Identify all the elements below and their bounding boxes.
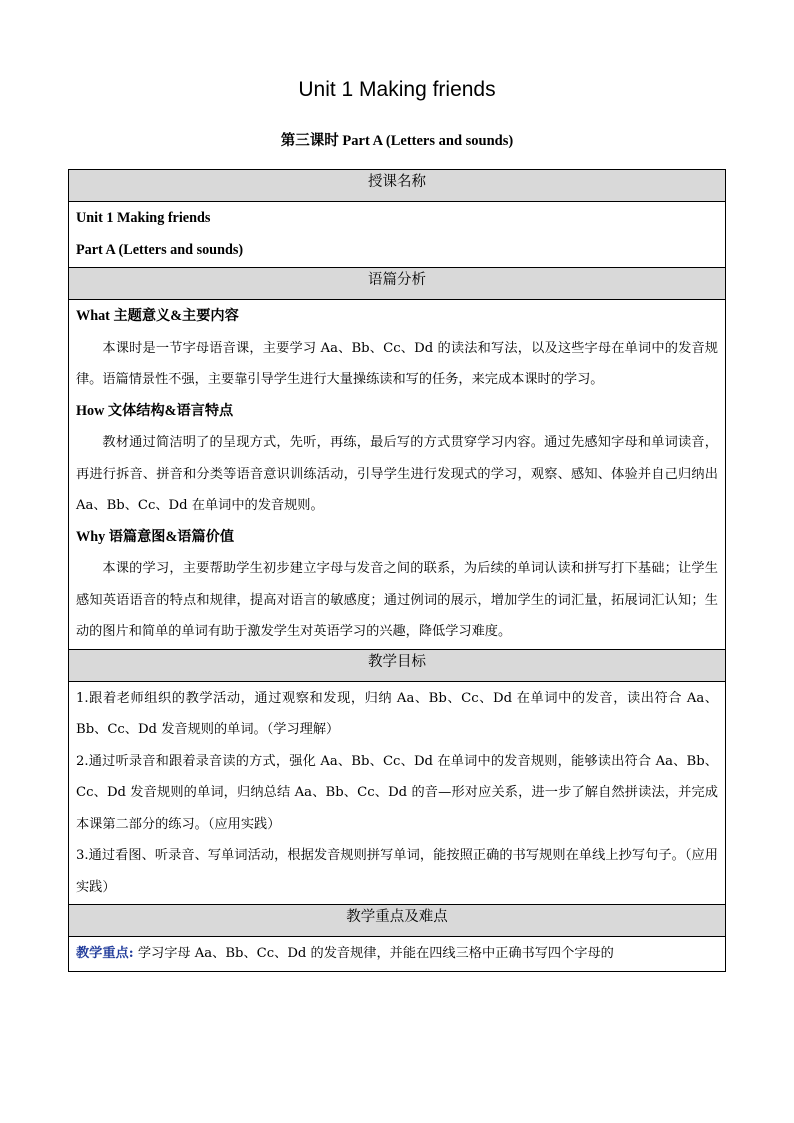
course-name-cell: [69, 202, 726, 268]
analysis-cell: [69, 300, 726, 650]
course-unit-line: Unit 1 Making friends: [76, 210, 211, 226]
course-part-line: Part A (Letters and sounds): [76, 241, 244, 258]
key-points-cell: [69, 937, 726, 972]
objective-item: 1.跟着老师组织的教学活动，通过观察和发现，归纳 Aa、Bb、Cc、Dd 在单词中的发音，读出符合 Aa、Bb、Cc、Dd 发音规则的单词。（学习理解）: [76, 690, 718, 737]
what-heading: What 主题意义&主要内容: [76, 308, 239, 324]
section-header-course-name: 授课名称: [69, 170, 726, 202]
key-points-line: [76, 938, 718, 970]
section-header-analysis: 语篇分析: [69, 268, 726, 300]
why-heading: Why 语篇意图&语篇价值: [76, 528, 235, 545]
objective-item: 3.通过看图、听录音、写单词活动，根据发音规则拼写单词，能按照正确的书写规则在单线上抄写句子。（应用实践）: [76, 848, 718, 895]
key-points-text: 学习字母 Aa、Bb、Cc、Dd 的发音规律，并能在四线三格中正确书写四个字母的: [133, 946, 614, 961]
objectives-cell: [69, 681, 726, 905]
objective-item: 2.通过听录音和跟着录音读的方式，强化 Aa、Bb、Cc、Dd 在单词中的发音规则，能够读出符合 Aa、Bb、Cc、Dd 发音规则的单词，归纳总结 Aa、Bb、Cc、Dd 的音—形对应关系，进一步了解自然拼读法，并完成本课第二部分的练习。（应用实践）: [76, 753, 718, 832]
how-paragraph: 教材通过简洁明了的呈现方式，先听，再练，最后写的方式贯穿学习内容。通过先感知字母和单词读音，再进行拆音、拼音和分类等语音意识训练活动，引导学生进行发现式的学习，观察、感知、体验并自己归纳出 Aa、Bb、Cc、Dd 在单词中的发音规则。: [76, 435, 718, 513]
lesson-plan-table: [68, 169, 726, 972]
document-title: Unit 1 Making friends: [298, 78, 496, 101]
how-heading: How 文体结构&语言特点: [76, 402, 234, 419]
key-points-label: 教学重点:: [76, 946, 134, 961]
why-paragraph: 本课的学习，主要帮助学生初步建立字母与发音之间的联系，为后续的单词认读和拼写打下基础；让学生感知英语语音的特点和规律，提高对语言的敏感度；通过例词的展示，增加学生的词汇量，拓展词汇认知；生动的图片和简单的单词有助于激发学生对英语学习的兴趣，降低学习难度。: [76, 561, 718, 639]
section-header-objectives: 教学目标: [69, 649, 726, 681]
what-paragraph: 本课时是一节字母语音课，主要学习 Aa、Bb、Cc、Dd 的读法和写法，以及这些字母在单词中的发音规律。语篇情景性不强，主要靠引导学生进行大量操练读和写的任务，来完成本课时的学习。: [76, 340, 718, 387]
lesson-subtitle: 第三课时 Part A (Letters and sounds): [280, 133, 514, 149]
section-header-key-points: 教学重点及难点: [69, 905, 726, 937]
